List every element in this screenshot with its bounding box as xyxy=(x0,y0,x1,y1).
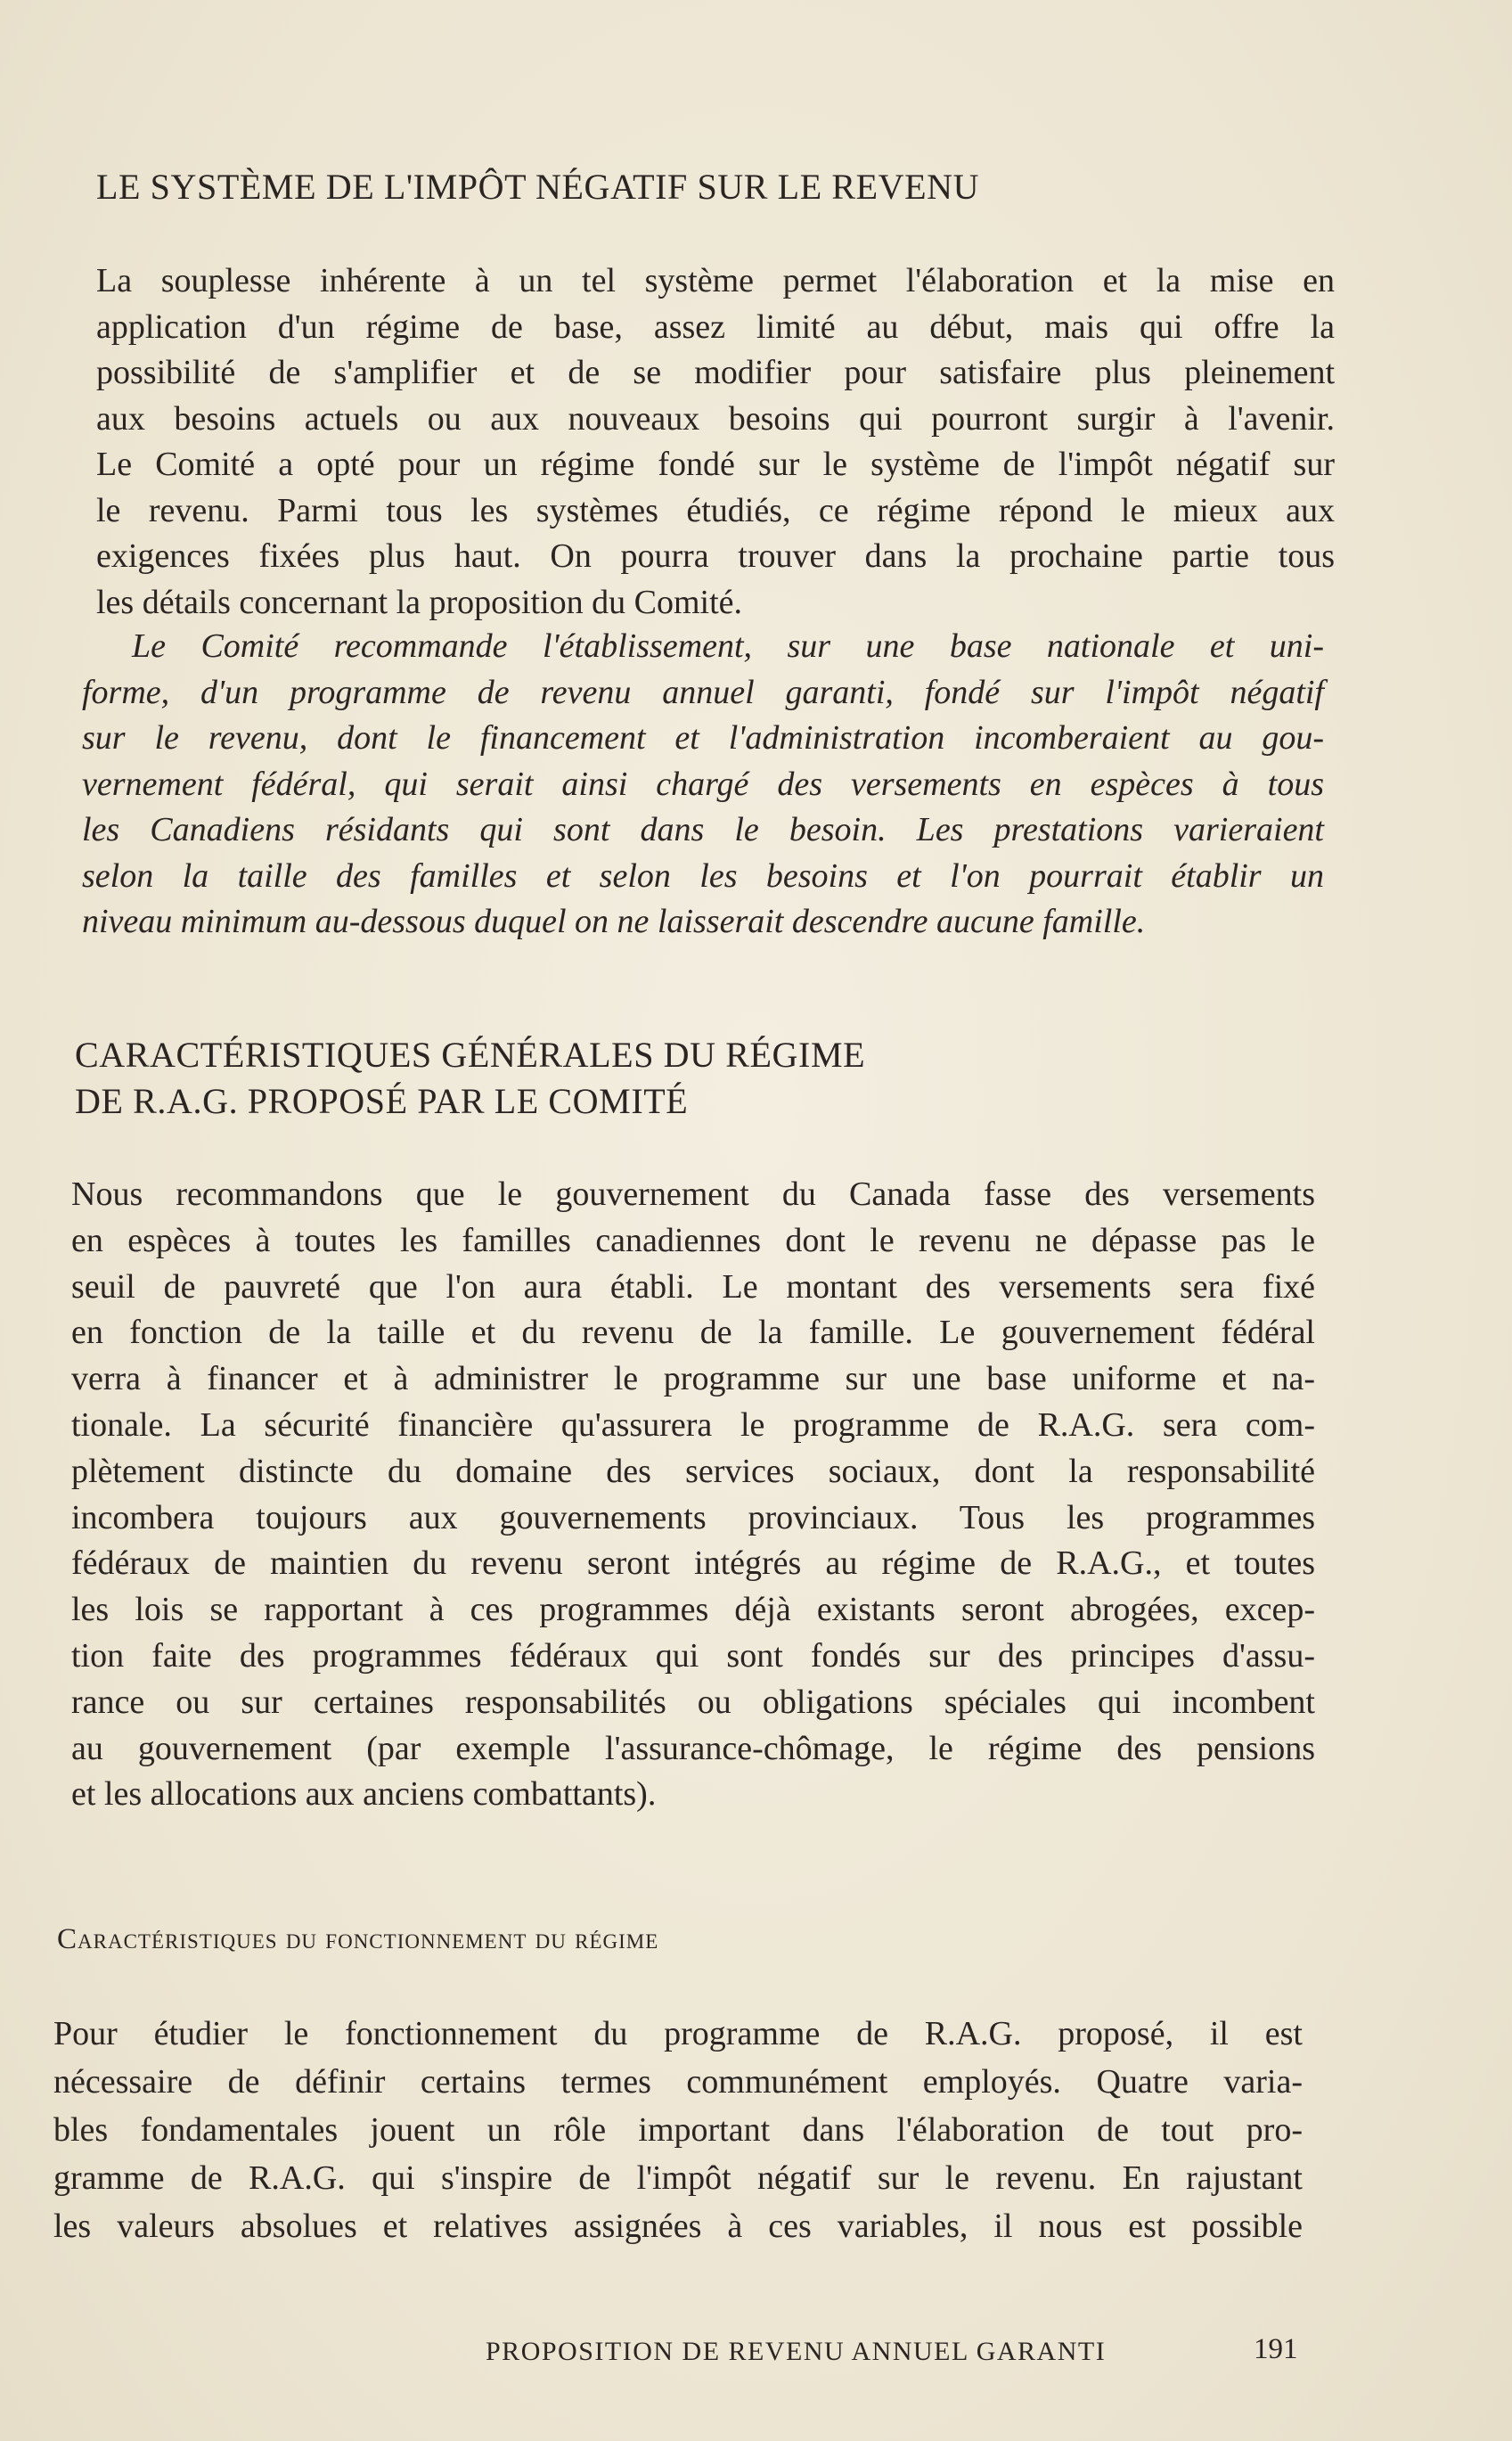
paragraph-flexibility xyxy=(96,258,1335,626)
paragraph-recommendations xyxy=(71,1172,1315,1818)
text-line: nécessaire de définir certains termes communément employés. Quatre varia- xyxy=(53,2063,1303,2101)
text-line: les valeurs absolues et relatives assignées à ces variables, il nous est possible xyxy=(53,2208,1303,2245)
text-line: les lois se rapportant à ces programmes déjà existants seront abrogées, excep- xyxy=(71,1591,1315,1629)
text-line: forme, d'un programme de revenu annuel garanti, fondé sur l'impôt négatif xyxy=(82,673,1324,711)
text-line: exigences fixées plus haut. On pourra trouver dans la prochaine partie tous xyxy=(96,537,1335,575)
text-line: possibilité de s'amplifier et de se modifier pour satisfaire plus pleinement xyxy=(96,354,1335,391)
text-line: les détails concernant la proposition du Comité. xyxy=(96,583,743,621)
text-line: plètement distincte du domaine des services sociaux, dont la responsabilité xyxy=(71,1452,1315,1490)
text-line: La souplesse inhérente à un tel système permet l'élaboration et la mise en xyxy=(96,262,1335,299)
text-line: tion faite des programmes fédéraux qui sont fondés sur des principes d'assu- xyxy=(71,1636,1315,1675)
text-line: en fonction de la taille et du revenu de la famille. Le gouvernement fédéral xyxy=(71,1314,1315,1352)
text-line: gramme de R.A.G. qui s'inspire de l'impôt négatif sur le revenu. En rajustant xyxy=(53,2159,1303,2197)
paragraph-operation xyxy=(53,2010,1303,2250)
paragraph-recommendation-italic xyxy=(82,624,1324,946)
heading-line: CARACTÉRISTIQUES GÉNÉRALES DU RÉGIME xyxy=(75,1035,866,1075)
text-line: Nous recommandons que le gouvernement du Canada fasse des versements xyxy=(71,1175,1315,1213)
text-line: Le Comité recommande l'établissement, sur une base nationale et uni- xyxy=(132,627,1324,665)
text-line: Pour étudier le fonctionnement du programme de R.A.G. proposé, il est xyxy=(53,2015,1303,2052)
text-line: le revenu. Parmi tous les systèmes étudiés, ce régime répond le mieux aux xyxy=(96,491,1335,529)
text-line: au gouvernement (par exemple l'assurance-chômage, le régime des pensions xyxy=(71,1729,1315,1767)
text-line: vernement fédéral, qui serait ainsi chargé des versements en espèces à tous xyxy=(82,765,1324,803)
text-line: les Canadiens résidants qui sont dans le besoin. Les prestations varieraient xyxy=(82,811,1324,848)
heading-line: DE R.A.G. PROPOSÉ PAR LE COMITÉ xyxy=(75,1081,689,1121)
text-line: selon la taille des familles et selon les besoins et l'on pourrait établir un xyxy=(82,856,1324,895)
text-line: fédéraux de maintien du revenu seront intégrés au régime de R.A.G., et toutes xyxy=(71,1544,1315,1583)
running-footer: PROPOSITION DE REVENU ANNUEL GARANTI xyxy=(486,2337,1107,2366)
text-line: application d'un régime de base, assez limité au début, mais qui offre la xyxy=(96,307,1335,346)
section-heading-general-characteristics xyxy=(75,1032,1411,1125)
text-line: en espèces à toutes les familles canadiennes dont le revenu ne dépasse pas le xyxy=(71,1221,1315,1259)
text-line: seuil de pauvreté que l'on aura établi. Le montant des versements sera fixé xyxy=(71,1267,1315,1306)
text-line: bles fondamentales jouent un rôle important dans l'élaboration de tout pro- xyxy=(53,2111,1303,2149)
page-number: 191 xyxy=(1254,2333,1298,2365)
text-line: rance ou sur certaines responsabilités ou obligations spéciales qui incombent xyxy=(71,1683,1315,1721)
text-line: sur le revenu, dont le financement et l'administration incomberaient au gou- xyxy=(82,719,1324,757)
text-line: aux besoins actuels ou aux nouveaux besoins qui pourront surgir à l'avenir. xyxy=(96,399,1335,438)
text-line: Le Comité a opté pour un régime fondé sur le système de l'impôt négatif sur xyxy=(96,446,1335,483)
text-line: incombera toujours aux gouvernements provinciaux. Tous les programmes xyxy=(71,1498,1315,1536)
text-line: verra à financer et à administrer le programme sur une base uniforme et na- xyxy=(71,1360,1315,1398)
text-line: et les allocations aux anciens combattants). xyxy=(71,1775,657,1814)
section-heading-negative-income-tax: LE SYSTÈME DE L'IMPÔT NÉGATIF SUR LE REVENU xyxy=(96,167,980,207)
text-line: niveau minimum au-dessous duquel on ne laisserait descendre aucune famille. xyxy=(82,903,1146,940)
subsection-heading-operation: Caractéristiques du fonctionnement du régime xyxy=(57,1923,659,1955)
text-line: tionale. La sécurité financière qu'assurera le programme de R.A.G. sera com- xyxy=(71,1405,1315,1444)
